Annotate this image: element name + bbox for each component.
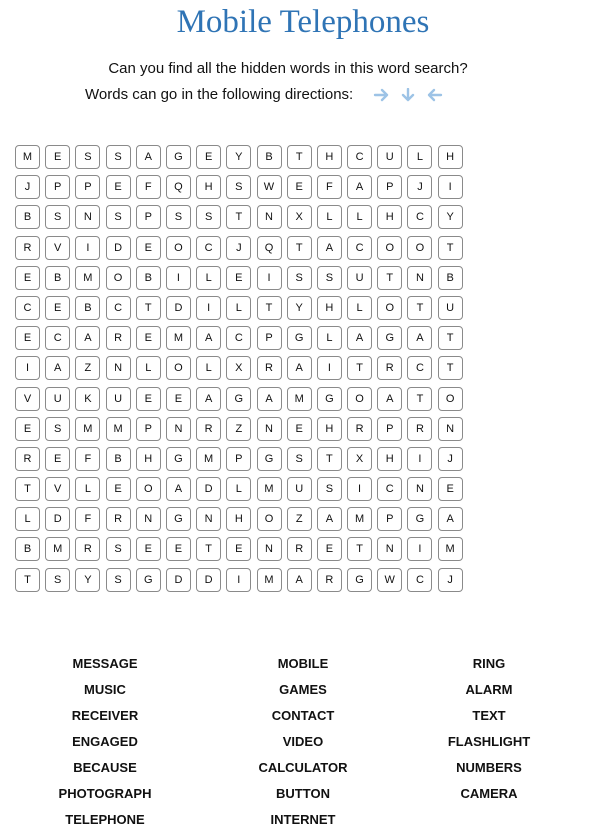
grid-cell[interactable]: I	[15, 356, 40, 380]
grid-cell[interactable]: G	[166, 507, 191, 531]
grid-cell[interactable]: T	[196, 537, 221, 561]
grid-cell[interactable]: I	[407, 537, 432, 561]
grid-cell[interactable]: J	[438, 568, 463, 592]
grid-cell[interactable]: H	[317, 145, 342, 169]
grid-cell[interactable]: I	[226, 568, 251, 592]
grid-cell[interactable]: U	[347, 266, 372, 290]
grid-cell[interactable]: B	[15, 205, 40, 229]
grid-cell[interactable]: E	[106, 477, 131, 501]
grid-cell[interactable]: M	[75, 266, 100, 290]
grid-cell[interactable]: A	[438, 507, 463, 531]
grid-cell[interactable]: N	[407, 477, 432, 501]
grid-cell[interactable]: C	[377, 477, 402, 501]
word-list	[0, 655, 580, 837]
grid-cell[interactable]: M	[106, 417, 131, 441]
grid-cell[interactable]: H	[377, 205, 402, 229]
grid-cell[interactable]: H	[226, 507, 251, 531]
instruction-line-2-text: Words can go in the following directions:	[85, 86, 354, 103]
grid-cell[interactable]: C	[196, 236, 221, 260]
grid-cell[interactable]: O	[377, 296, 402, 320]
grid-cell[interactable]: P	[136, 417, 161, 441]
grid-cell[interactable]: C	[106, 296, 131, 320]
grid-cell[interactable]: Z	[226, 417, 251, 441]
grid-cell[interactable]: S	[317, 266, 342, 290]
grid-cell[interactable]: S	[106, 537, 131, 561]
grid-cell[interactable]: G	[226, 387, 251, 411]
grid-cell[interactable]: M	[166, 326, 191, 350]
grid-cell[interactable]: T	[287, 145, 312, 169]
grid-cell[interactable]: L	[15, 507, 40, 531]
page-title: Mobile Telephones	[176, 4, 430, 40]
grid-cell[interactable]: S	[226, 175, 251, 199]
grid-cell[interactable]: U	[377, 145, 402, 169]
grid-cell[interactable]: V	[15, 387, 40, 411]
grid-cell[interactable]: N	[257, 417, 282, 441]
grid-cell[interactable]: G	[166, 447, 191, 471]
word-list-item: CONTACT	[271, 708, 335, 723]
arrow-right-icon	[373, 88, 391, 102]
grid-cell[interactable]: I	[407, 447, 432, 471]
word-list-item: MUSIC	[84, 682, 126, 697]
grid-cell[interactable]: E	[136, 236, 161, 260]
grid-cell[interactable]: E	[438, 477, 463, 501]
grid-cell[interactable]: E	[15, 417, 40, 441]
grid-cell[interactable]: O	[407, 236, 432, 260]
grid-cell[interactable]: E	[45, 296, 70, 320]
grid-cell[interactable]: S	[45, 205, 70, 229]
grid-cell[interactable]: E	[45, 145, 70, 169]
grid-cell[interactable]: H	[317, 296, 342, 320]
grid-cell[interactable]: W	[377, 568, 402, 592]
grid-cell[interactable]: T	[347, 356, 372, 380]
grid-cell[interactable]: T	[15, 477, 40, 501]
grid-cell[interactable]: O	[377, 236, 402, 260]
grid-cell[interactable]: E	[226, 266, 251, 290]
grid-cell[interactable]: L	[75, 477, 100, 501]
grid-cell[interactable]: V	[45, 236, 70, 260]
grid-cell[interactable]: A	[136, 145, 161, 169]
grid-cell[interactable]: A	[347, 175, 372, 199]
grid-cell[interactable]: P	[257, 326, 282, 350]
grid-cell[interactable]: A	[75, 326, 100, 350]
grid-cell[interactable]: S	[196, 205, 221, 229]
grid-cell[interactable]: R	[106, 507, 131, 531]
grid-cell[interactable]: D	[196, 477, 221, 501]
grid-cell[interactable]: T	[438, 236, 463, 260]
grid-cell[interactable]: M	[287, 387, 312, 411]
grid-cell[interactable]: T	[407, 387, 432, 411]
grid-cell[interactable]: E	[166, 537, 191, 561]
grid-cell[interactable]: S	[45, 417, 70, 441]
grid-cell[interactable]: T	[407, 296, 432, 320]
grid-cell[interactable]: R	[287, 537, 312, 561]
grid-cell[interactable]: A	[257, 387, 282, 411]
grid-cell[interactable]: G	[287, 326, 312, 350]
grid-cell[interactable]: A	[45, 356, 70, 380]
grid-cell[interactable]: N	[407, 266, 432, 290]
grid-cell[interactable]: B	[75, 296, 100, 320]
grid-cell[interactable]: M	[45, 537, 70, 561]
word-list-item: GAMES	[279, 682, 327, 697]
grid-cell[interactable]: M	[438, 537, 463, 561]
instruction-line-1: Can you find all the hidden words in this word search?	[108, 60, 468, 77]
grid-cell[interactable]: S	[75, 145, 100, 169]
grid-cell[interactable]: T	[317, 447, 342, 471]
grid-cell[interactable]: B	[45, 266, 70, 290]
word-list-item: RECEIVER	[71, 708, 139, 723]
grid-cell[interactable]: W	[257, 175, 282, 199]
grid-cell[interactable]: C	[347, 145, 372, 169]
grid-cell[interactable]: M	[257, 568, 282, 592]
grid-cell[interactable]: V	[45, 477, 70, 501]
grid-cell[interactable]: R	[377, 356, 402, 380]
grid-cell[interactable]: N	[196, 507, 221, 531]
grid-cell[interactable]: M	[257, 477, 282, 501]
grid-cell[interactable]: S	[166, 205, 191, 229]
grid-cell[interactable]: R	[347, 417, 372, 441]
grid-cell[interactable]: Y	[226, 145, 251, 169]
grid-cell[interactable]: A	[196, 387, 221, 411]
grid-cell[interactable]: T	[377, 266, 402, 290]
grid-cell[interactable]: F	[317, 175, 342, 199]
grid-cell[interactable]: D	[106, 236, 131, 260]
grid-cell[interactable]: L	[347, 296, 372, 320]
grid-cell[interactable]: C	[407, 205, 432, 229]
grid-cell[interactable]: T	[347, 537, 372, 561]
word-list-item: RING	[472, 656, 506, 671]
grid-cell[interactable]: F	[75, 507, 100, 531]
grid-cell[interactable]: J	[226, 236, 251, 260]
grid-cell[interactable]: A	[317, 507, 342, 531]
grid-cell[interactable]: P	[377, 507, 402, 531]
grid-cell[interactable]: G	[377, 326, 402, 350]
grid-cell[interactable]: O	[257, 507, 282, 531]
grid-cell[interactable]: G	[257, 447, 282, 471]
grid-cell[interactable]: I	[257, 266, 282, 290]
grid-cell[interactable]: S	[287, 447, 312, 471]
grid-cell[interactable]: T	[257, 296, 282, 320]
grid-cell[interactable]: U	[45, 387, 70, 411]
grid-cell[interactable]: E	[15, 266, 40, 290]
grid-cell[interactable]: Q	[166, 175, 191, 199]
grid-cell[interactable]: G	[166, 145, 191, 169]
grid-cell[interactable]: O	[166, 236, 191, 260]
grid-cell[interactable]: H	[438, 145, 463, 169]
grid-cell[interactable]: T	[438, 356, 463, 380]
grid-cell[interactable]: T	[438, 326, 463, 350]
grid-cell[interactable]: L	[136, 356, 161, 380]
grid-cell[interactable]: C	[407, 356, 432, 380]
grid-cell[interactable]: E	[106, 175, 131, 199]
grid-cell[interactable]: P	[45, 175, 70, 199]
grid-cell[interactable]: A	[317, 236, 342, 260]
grid-cell[interactable]: E	[226, 537, 251, 561]
arrow-down-icon	[399, 88, 417, 102]
word-list-item: PHOTOGRAPH	[58, 786, 152, 801]
grid-cell[interactable]: I	[75, 236, 100, 260]
word-list-item: MOBILE	[277, 656, 329, 671]
grid-cell[interactable]: P	[377, 175, 402, 199]
grid-cell[interactable]: T	[287, 236, 312, 260]
grid-cell[interactable]: N	[136, 507, 161, 531]
grid-cell[interactable]: P	[226, 447, 251, 471]
word-list-item	[396, 811, 582, 837]
grid-cell[interactable]: M	[75, 417, 100, 441]
grid-cell[interactable]: X	[347, 447, 372, 471]
grid-cell[interactable]: S	[106, 205, 131, 229]
grid-cell[interactable]: A	[166, 477, 191, 501]
grid-cell[interactable]: L	[196, 266, 221, 290]
grid-cell[interactable]: N	[75, 205, 100, 229]
grid-cell[interactable]: B	[15, 537, 40, 561]
grid-cell[interactable]: O	[438, 387, 463, 411]
grid-cell[interactable]: R	[106, 326, 131, 350]
grid-cell[interactable]: P	[377, 417, 402, 441]
word-list-item: MESSAGE	[72, 656, 138, 671]
grid-cell[interactable]: E	[287, 175, 312, 199]
grid-cell[interactable]: R	[196, 417, 221, 441]
grid-cell[interactable]: I	[438, 175, 463, 199]
grid-cell[interactable]: L	[407, 145, 432, 169]
grid-cell[interactable]: T	[226, 205, 251, 229]
grid-cell[interactable]: T	[136, 296, 161, 320]
grid-cell[interactable]: O	[166, 356, 191, 380]
grid-cell[interactable]: Y	[287, 296, 312, 320]
grid-cell[interactable]: E	[166, 387, 191, 411]
word-list-item: VIDEO	[282, 734, 324, 749]
grid-cell[interactable]: P	[136, 205, 161, 229]
grid-cell[interactable]: F	[75, 447, 100, 471]
grid-cell[interactable]: J	[407, 175, 432, 199]
grid-cell[interactable]: T	[15, 568, 40, 592]
grid-cell[interactable]: H	[196, 175, 221, 199]
word-list-item: CAMERA	[460, 786, 518, 801]
grid-cell[interactable]: Z	[75, 356, 100, 380]
grid-cell[interactable]: L	[317, 326, 342, 350]
grid-cell[interactable]: B	[136, 266, 161, 290]
grid-cell[interactable]: S	[45, 568, 70, 592]
grid-cell[interactable]: X	[226, 356, 251, 380]
grid-cell[interactable]: A	[196, 326, 221, 350]
grid-cell[interactable]: O	[106, 266, 131, 290]
grid-cell[interactable]: I	[317, 356, 342, 380]
grid-cell[interactable]: G	[347, 568, 372, 592]
grid-cell[interactable]: R	[407, 417, 432, 441]
grid-cell[interactable]: Y	[75, 568, 100, 592]
grid-cell[interactable]: B	[106, 447, 131, 471]
grid-cell[interactable]: C	[226, 326, 251, 350]
direction-arrows	[373, 88, 443, 102]
grid-cell[interactable]: N	[166, 417, 191, 441]
grid-cell[interactable]: H	[317, 417, 342, 441]
grid-cell[interactable]: I	[347, 477, 372, 501]
word-list-item: BUTTON	[276, 786, 330, 801]
grid-cell[interactable]: S	[106, 568, 131, 592]
grid-cell[interactable]: C	[45, 326, 70, 350]
word-list-item: INTERNET	[270, 812, 336, 827]
word-list-item: FLASHLIGHT	[447, 734, 531, 749]
grid-cell[interactable]: S	[287, 266, 312, 290]
grid-cell[interactable]: I	[166, 266, 191, 290]
grid-cell[interactable]: N	[377, 537, 402, 561]
grid-cell[interactable]: O	[347, 387, 372, 411]
grid-cell[interactable]: S	[317, 477, 342, 501]
grid-cell[interactable]: X	[287, 205, 312, 229]
grid-cell[interactable]: J	[438, 447, 463, 471]
word-search-grid	[15, 145, 468, 598]
grid-cell[interactable]: E	[196, 145, 221, 169]
grid-cell[interactable]: G	[317, 387, 342, 411]
grid-cell[interactable]: G	[407, 507, 432, 531]
word-list-item: TEXT	[472, 708, 506, 723]
grid-cell[interactable]: S	[106, 145, 131, 169]
grid-cell[interactable]: L	[317, 205, 342, 229]
grid-cell[interactable]: R	[317, 568, 342, 592]
grid-cell[interactable]: D	[166, 296, 191, 320]
grid-cell[interactable]: D	[196, 568, 221, 592]
arrow-left-icon	[425, 88, 443, 102]
grid-cell[interactable]: P	[75, 175, 100, 199]
grid-cell[interactable]: J	[15, 175, 40, 199]
grid-cell[interactable]: M	[347, 507, 372, 531]
word-list-item: TELEPHONE	[65, 812, 145, 827]
grid-cell[interactable]: L	[347, 205, 372, 229]
grid-cell[interactable]: M	[196, 447, 221, 471]
grid-cell[interactable]: A	[347, 326, 372, 350]
grid-cell[interactable]: N	[257, 537, 282, 561]
grid-cell[interactable]: R	[257, 356, 282, 380]
grid-cell[interactable]: G	[136, 568, 161, 592]
grid-cell[interactable]: E	[136, 387, 161, 411]
grid-cell[interactable]: M	[15, 145, 40, 169]
grid-cell[interactable]: Q	[257, 236, 282, 260]
grid-cell[interactable]: B	[438, 266, 463, 290]
grid-cell[interactable]: U	[106, 387, 131, 411]
word-list-item: BECAUSE	[73, 760, 137, 775]
grid-cell[interactable]: E	[136, 326, 161, 350]
grid-cell[interactable]: A	[377, 387, 402, 411]
instruction-line-2	[85, 86, 443, 103]
word-list-item: NUMBERS	[456, 760, 522, 775]
grid-cell[interactable]: R	[15, 447, 40, 471]
grid-cell[interactable]: U	[438, 296, 463, 320]
grid-cell[interactable]: E	[45, 447, 70, 471]
grid-cell[interactable]: H	[136, 447, 161, 471]
grid-cell[interactable]: R	[15, 236, 40, 260]
grid-cell[interactable]: L	[226, 296, 251, 320]
grid-cell[interactable]: L	[226, 477, 251, 501]
grid-cell[interactable]: B	[257, 145, 282, 169]
word-list-item: ALARM	[465, 682, 513, 697]
grid-cell[interactable]: L	[196, 356, 221, 380]
word-list-item: CALCULATOR	[258, 760, 348, 775]
grid-cell[interactable]: I	[196, 296, 221, 320]
grid-cell[interactable]: Z	[287, 507, 312, 531]
grid-cell[interactable]: A	[287, 568, 312, 592]
grid-cell[interactable]: K	[75, 387, 100, 411]
grid-cell[interactable]: R	[75, 537, 100, 561]
grid-cell[interactable]: E	[136, 537, 161, 561]
grid-cell[interactable]: C	[407, 568, 432, 592]
word-list-item: ENGAGED	[72, 734, 138, 749]
grid-cell[interactable]: N	[257, 205, 282, 229]
grid-cell[interactable]: A	[287, 356, 312, 380]
grid-cell[interactable]: U	[287, 477, 312, 501]
grid-cell[interactable]: E	[15, 326, 40, 350]
grid-cell[interactable]: E	[287, 417, 312, 441]
grid-cell[interactable]: N	[106, 356, 131, 380]
grid-cell[interactable]: D	[45, 507, 70, 531]
grid-cell[interactable]: D	[166, 568, 191, 592]
grid-cell[interactable]: H	[377, 447, 402, 471]
grid-cell[interactable]: E	[317, 537, 342, 561]
grid-cell[interactable]: C	[15, 296, 40, 320]
grid-cell[interactable]: F	[136, 175, 161, 199]
grid-cell[interactable]: N	[438, 417, 463, 441]
grid-cell[interactable]: O	[136, 477, 161, 501]
grid-cell[interactable]: A	[407, 326, 432, 350]
grid-cell[interactable]: Y	[438, 205, 463, 229]
grid-cell[interactable]: C	[347, 236, 372, 260]
